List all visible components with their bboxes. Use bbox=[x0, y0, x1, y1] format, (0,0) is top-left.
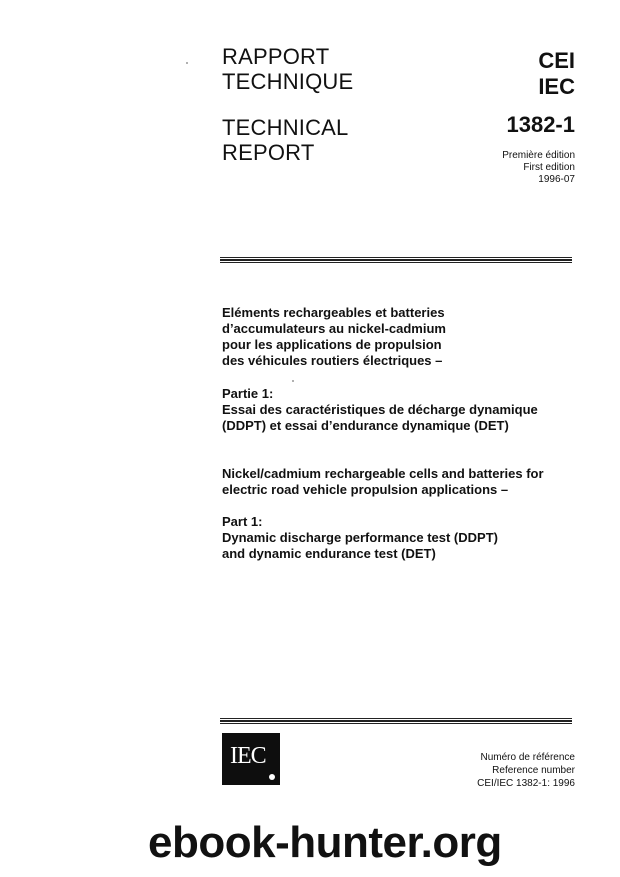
reference-label-en: Reference number bbox=[492, 765, 575, 776]
document-number: 1382-1 bbox=[506, 112, 575, 137]
part-title-en-line: and dynamic endurance test (DET) bbox=[222, 546, 436, 561]
iec-logo-dot-icon bbox=[269, 774, 275, 780]
iec-logo bbox=[222, 733, 280, 785]
reference-value: CEI/IEC 1382-1: 1996 bbox=[477, 778, 575, 789]
report-type-en-line: REPORT bbox=[222, 140, 315, 165]
reference-label-fr: Numéro de référence bbox=[480, 752, 575, 763]
title-en bbox=[222, 466, 544, 498]
report-type-fr-line: RAPPORT bbox=[222, 44, 330, 69]
title-fr-line: Eléments rechargeables et batteries bbox=[222, 305, 445, 320]
scan-speck bbox=[186, 62, 188, 64]
bottom-divider bbox=[220, 717, 572, 725]
title-fr-line: pour les applications de propulsion bbox=[222, 337, 442, 352]
edition-date: 1996-07 bbox=[538, 174, 575, 185]
title-fr-line: d’accumulateurs au nickel-cadmium bbox=[222, 321, 446, 336]
title-en-line: electric road vehicle propulsion applications – bbox=[222, 482, 509, 497]
title-en-line: Nickel/cadmium rechargeable cells and batteries for bbox=[222, 466, 544, 481]
part-title-fr-line: Essai des caractéristiques de décharge dynamique bbox=[222, 402, 538, 417]
report-type-en-line: TECHNICAL bbox=[222, 115, 349, 140]
part-label-fr: Partie 1: bbox=[222, 386, 274, 401]
scan-speck bbox=[292, 380, 294, 382]
edition-info bbox=[502, 150, 575, 186]
watermark: ebook-hunter.org bbox=[148, 818, 502, 867]
part-title-en bbox=[222, 530, 498, 562]
top-divider bbox=[220, 256, 572, 264]
title-fr-line: des véhicules routiers électriques – bbox=[222, 353, 443, 368]
part-label-en: Part 1: bbox=[222, 514, 263, 529]
report-type-en bbox=[222, 115, 349, 165]
title-fr bbox=[222, 305, 446, 369]
reference-number bbox=[477, 751, 575, 790]
edition-fr: Première édition bbox=[502, 150, 575, 161]
org-fr: CEI bbox=[538, 48, 575, 73]
edition-en: First edition bbox=[523, 162, 575, 173]
org-en: IEC bbox=[538, 74, 575, 99]
report-type-fr bbox=[222, 44, 353, 94]
iec-logo-text: IEC bbox=[230, 743, 266, 769]
part-title-fr bbox=[222, 402, 538, 434]
part-title-fr-line: (DDPT) et essai d’endurance dynamique (DET) bbox=[222, 418, 509, 433]
part-title-en-line: Dynamic discharge performance test (DDPT) bbox=[222, 530, 498, 545]
report-type-fr-line: TECHNIQUE bbox=[222, 69, 354, 94]
